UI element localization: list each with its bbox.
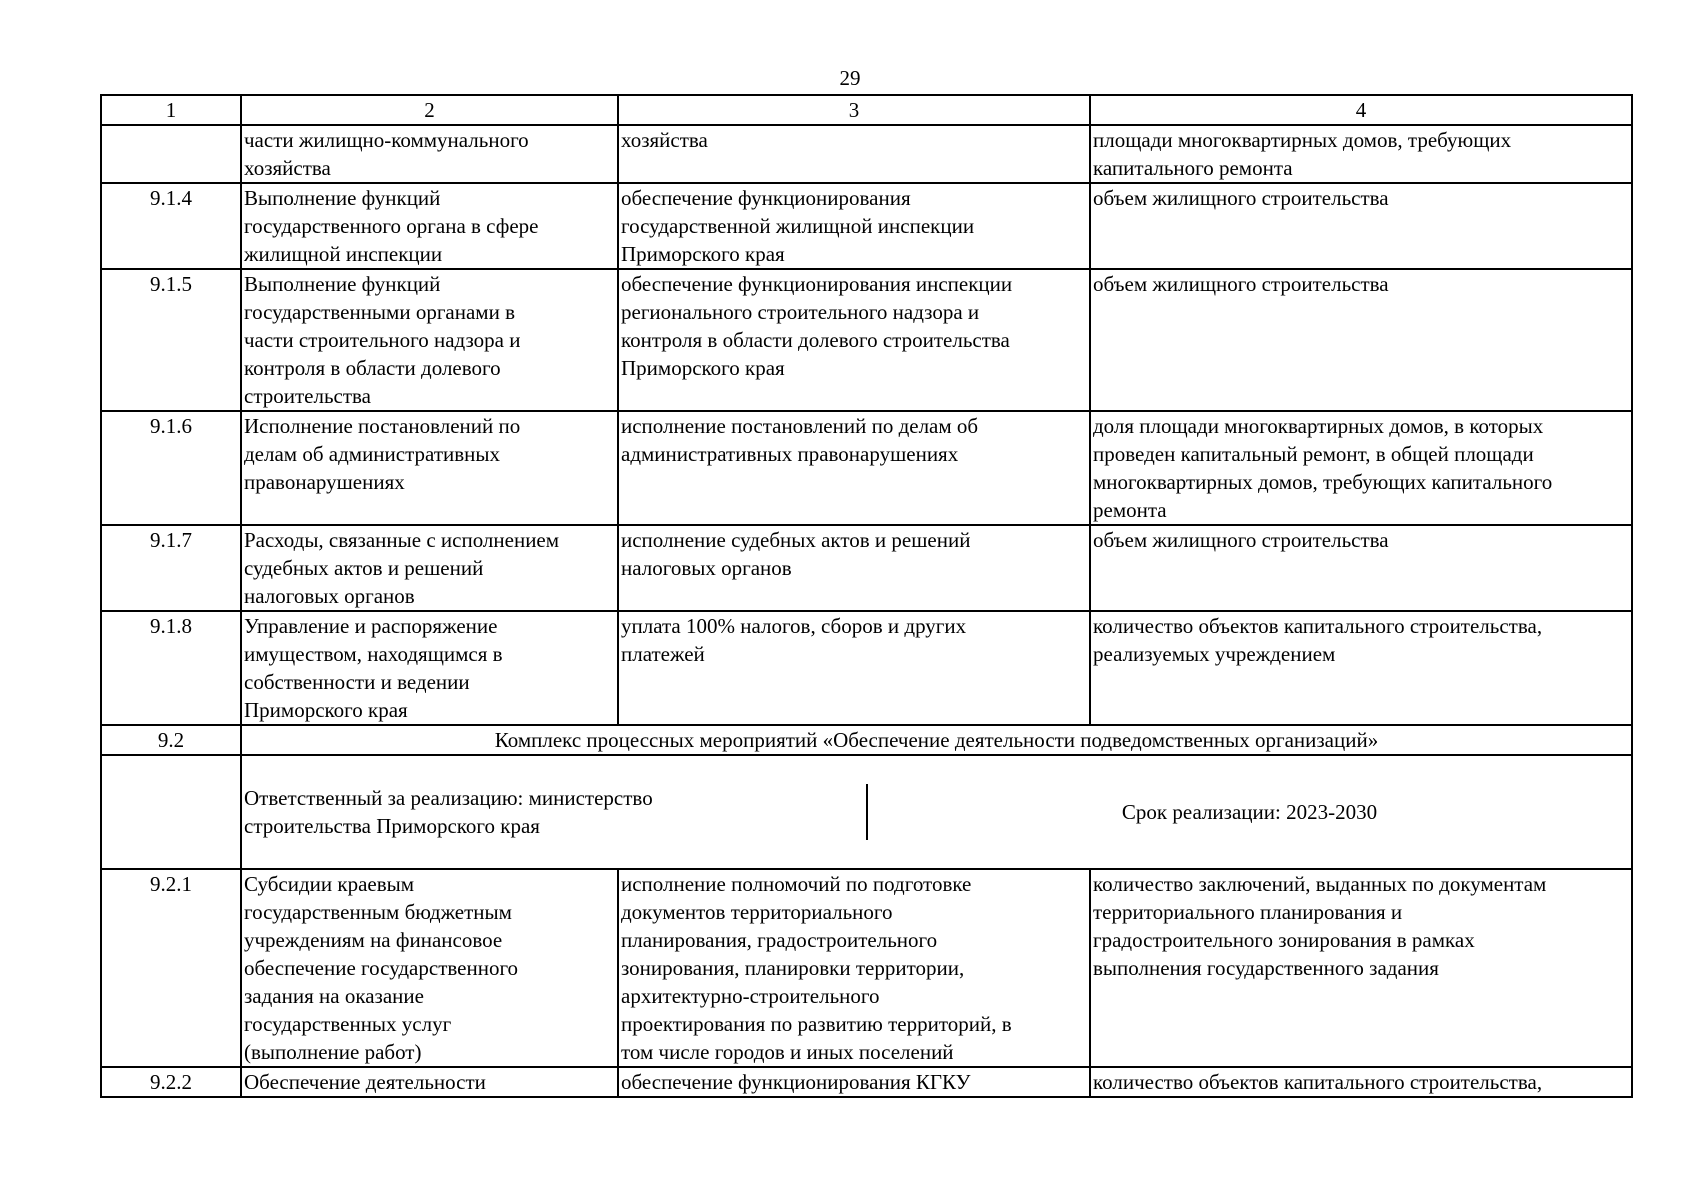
table-row (101, 869, 1632, 1067)
section-row (101, 725, 1632, 755)
row-task: исполнение постановлений по делам об административных правонарушениях (618, 411, 1090, 525)
row-indicator: доля площади многоквартирных домов, в которых проведен капитальный ремонт, в общей площади многоквартирных домов, требующих капитального ремонта (1090, 411, 1632, 525)
row-number: 9.1.6 (101, 411, 241, 525)
responsible-row (101, 755, 1632, 869)
row-number (101, 125, 241, 183)
header-col-3: 3 (618, 95, 1090, 125)
row-task: обеспечение функционирования КГКУ (618, 1067, 1090, 1097)
program-table (100, 94, 1633, 1098)
table-row (101, 125, 1632, 183)
header-col-4: 4 (1090, 95, 1632, 125)
section-number: 9.2 (101, 725, 241, 755)
row-indicator: площади многоквартирных домов, требующих капитального ремонта (1090, 125, 1632, 183)
row-task: хозяйства (618, 125, 1090, 183)
row-indicator: количество заключений, выданных по документам территориального планирования и градостроительного зонирования в рамках выполнения государственного задания (1090, 869, 1632, 1067)
row-event: Выполнение функций государственными органами в части строительного надзора и контроля в области долевого строительства (241, 269, 618, 411)
row-event: Расходы, связанные с исполнением судебных актов и решений налоговых органов (241, 525, 618, 611)
table-row (101, 525, 1632, 611)
responsible-cell (241, 755, 1632, 869)
table-row (101, 183, 1632, 269)
table-row (101, 1067, 1632, 1097)
section-title: Комплекс процессных мероприятий «Обеспечение деятельности подведомственных организаций» (241, 725, 1632, 755)
term-text: Срок реализации: 2023-2030 (1121, 800, 1378, 824)
table-row (101, 611, 1632, 725)
table-row (101, 411, 1632, 525)
row-indicator: количество объектов капитального строительства, реализуемых учреждением (1090, 611, 1632, 725)
page-number: 29 (839, 66, 861, 90)
row-task: исполнение судебных актов и решений налоговых органов (618, 525, 1090, 611)
table-row (101, 269, 1632, 411)
row-indicator: объем жилищного строительства (1090, 183, 1632, 269)
row-event: Выполнение функций государственного органа в сфере жилищной инспекции (241, 183, 618, 269)
row-indicator: количество объектов капитального строительства, (1090, 1067, 1632, 1097)
row-number: 9.2.2 (101, 1067, 241, 1097)
empty-cell (101, 755, 241, 869)
row-indicator: объем жилищного строительства (1090, 525, 1632, 611)
row-event: Субсидии краевым государственным бюджетным учреждениям на финансовое обеспечение государственного задания на оказание государственных услуг (выполнение работ) (241, 869, 618, 1067)
row-indicator: объем жилищного строительства (1090, 269, 1632, 411)
header-col-1: 1 (101, 95, 241, 125)
row-event: Управление и распоряжение имуществом, находящимся в собственности и ведении Приморского края (241, 611, 618, 725)
row-task: обеспечение функционирования инспекции регионального строительного надзора и контроля в области долевого строительства Приморского края (618, 269, 1090, 411)
row-number: 9.1.4 (101, 183, 241, 269)
row-event: Обеспечение деятельности (241, 1067, 618, 1097)
responsible-text: Ответственный за реализацию: министерство строительства Приморского края (242, 784, 868, 840)
row-number: 9.1.8 (101, 611, 241, 725)
row-task: исполнение полномочий по подготовке документов территориального планирования, градостроительного зонирования, планировки территории, архитектурно-строительного проектирования по развитию территорий, в том числе городов и иных поселений (618, 869, 1090, 1067)
header-col-2: 2 (241, 95, 618, 125)
table-header-row (101, 95, 1632, 125)
row-event: части жилищно-коммунального хозяйства (241, 125, 618, 183)
row-number: 9.1.5 (101, 269, 241, 411)
row-task: обеспечение функционирования государственной жилищной инспекции Приморского края (618, 183, 1090, 269)
row-number: 9.1.7 (101, 525, 241, 611)
row-task: уплата 100% налогов, сборов и других платежей (618, 611, 1090, 725)
row-event: Исполнение постановлений по делам об административных правонарушениях (241, 411, 618, 525)
row-number: 9.2.1 (101, 869, 241, 1067)
